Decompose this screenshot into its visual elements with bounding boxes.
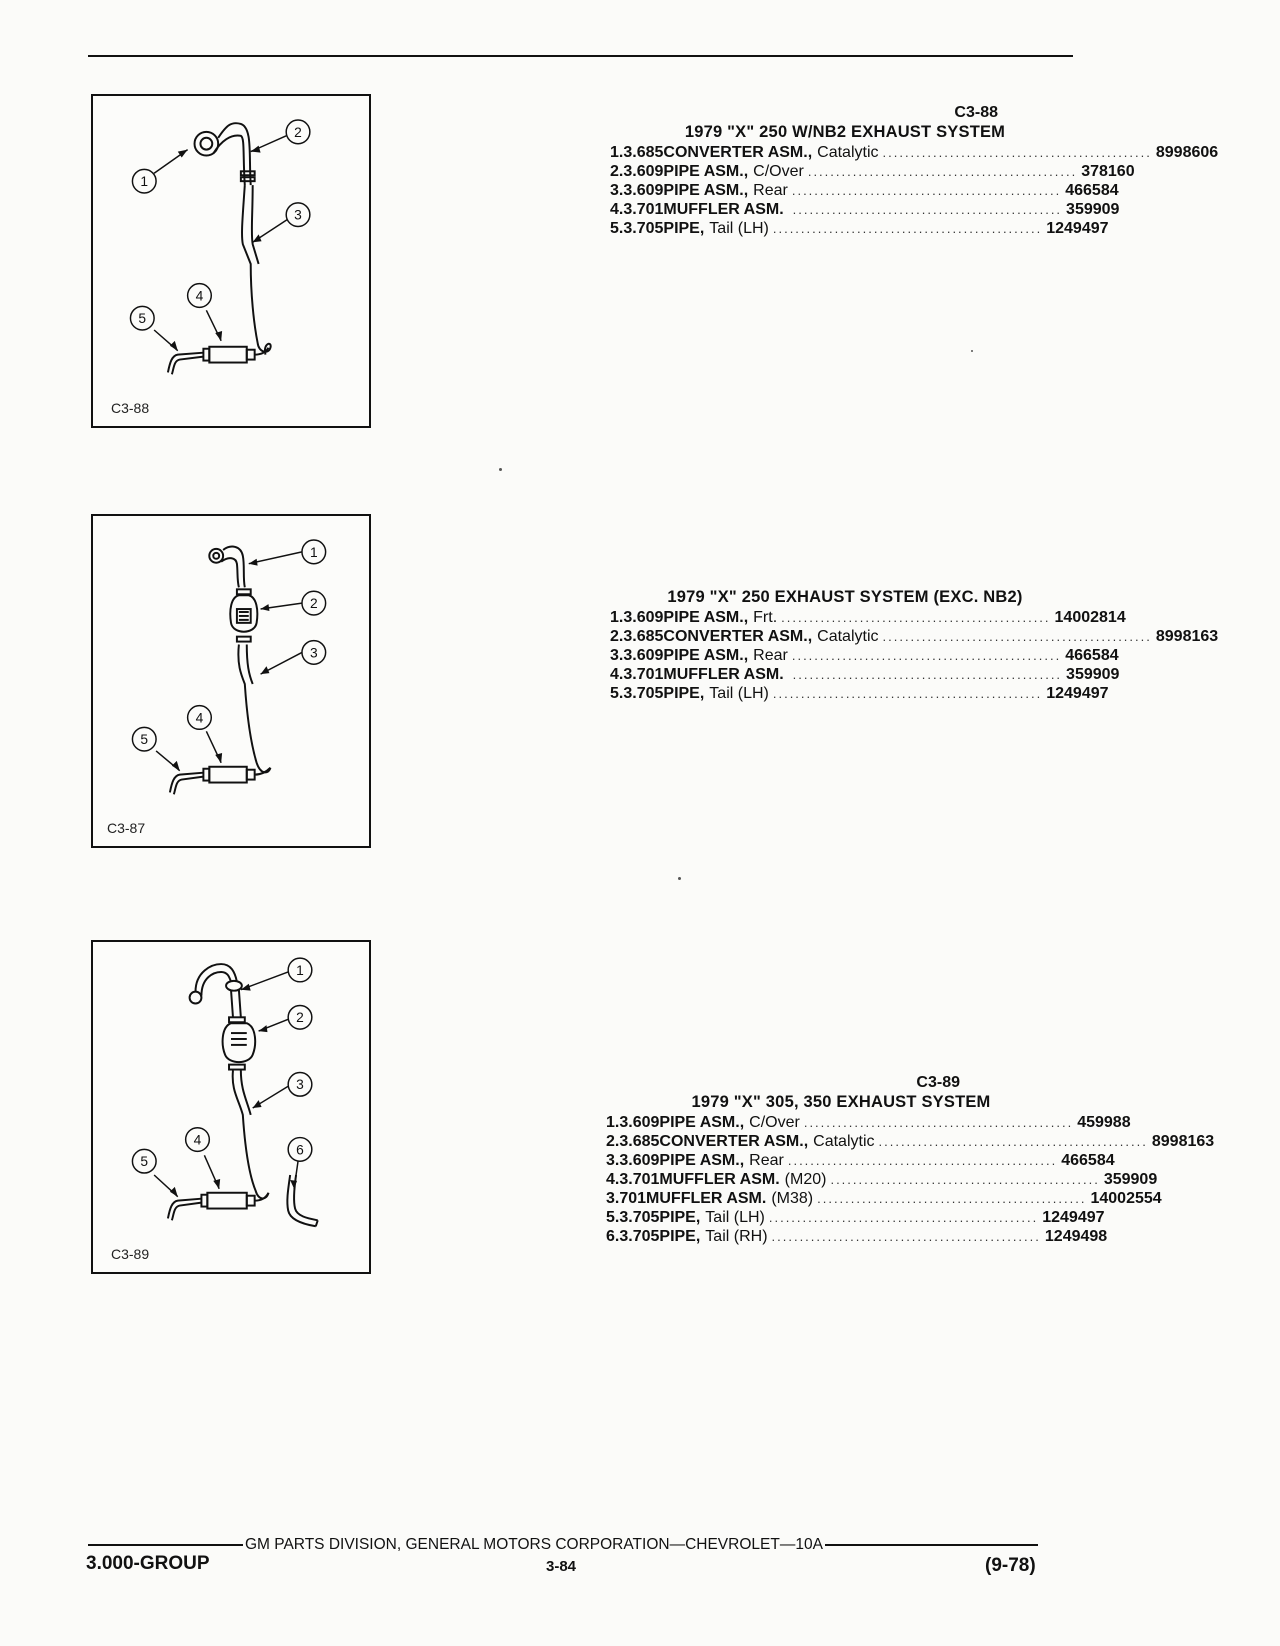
footer-page-number: 3-84 <box>546 1558 577 1575</box>
part-number: 459988 <box>1077 1114 1131 1131</box>
part-name: PIPE ASM., <box>663 163 749 180</box>
part-row <box>606 1190 1162 1209</box>
callout-2: 2 <box>296 1010 304 1026</box>
callout-1: 1 <box>140 174 149 190</box>
part-row <box>610 628 1219 647</box>
dot-leader: ................................................ <box>781 610 1051 625</box>
item-number: 2. <box>610 628 624 645</box>
item-number: 6. <box>606 1228 620 1245</box>
group-number: 3.701 <box>623 201 664 218</box>
part-qualifier: Tail (LH) <box>705 1209 765 1226</box>
part-name: PIPE, <box>659 1209 701 1226</box>
exhaust-diagram-exc-nb2 <box>93 516 369 846</box>
dot-leader: ................................................ <box>882 629 1152 644</box>
footer-date: (9-78) <box>985 1555 1036 1576</box>
group-number: 3.685 <box>623 628 664 645</box>
part-qualifier: Rear <box>753 647 788 664</box>
part-row <box>606 1228 1108 1247</box>
part-row <box>610 609 1126 628</box>
group-number: 3.609 <box>623 647 664 664</box>
scan-speck <box>678 877 681 880</box>
section-code: C3-88 <box>954 104 998 121</box>
parts-section-c3-88 <box>610 104 1219 239</box>
part-row <box>610 666 1120 685</box>
callout-4: 4 <box>193 1132 202 1148</box>
callout-1: 1 <box>309 544 318 560</box>
part-row <box>610 163 1135 182</box>
callout-3: 3 <box>296 1077 304 1093</box>
item-number: 1. <box>610 144 624 161</box>
item-number: 2. <box>610 163 624 180</box>
figure-label: C3-87 <box>107 820 146 836</box>
item-number: 1. <box>610 609 624 626</box>
figure-c3-89 <box>91 940 371 1274</box>
section-title: 1979 "X" 250 EXHAUST SYSTEM (EXC. NB2) <box>667 588 1023 606</box>
parts-list <box>610 609 1219 704</box>
group-number: 3.701 <box>606 1190 647 1207</box>
top-rule <box>88 55 1073 57</box>
parts-list <box>610 144 1219 239</box>
dot-leader: ................................................ <box>771 1229 1041 1244</box>
part-number: 8998163 <box>1151 1133 1215 1150</box>
callout-4: 4 <box>195 288 204 304</box>
parts-section-c3-87 <box>610 588 1219 704</box>
footer-division-line <box>88 1536 1038 1554</box>
callout-2: 2 <box>294 124 302 140</box>
figure-label: C3-88 <box>111 400 150 416</box>
footer-division: GM PARTS DIVISION, GENERAL MOTORS CORPORATION—CHEVROLET—10A <box>245 1536 823 1553</box>
group-number: 3.705 <box>619 1209 660 1226</box>
group-number: 3.705 <box>619 1228 660 1245</box>
dot-leader: ................................................ <box>882 145 1152 160</box>
part-name: MUFFLER ASM. <box>663 201 784 218</box>
part-name: PIPE, <box>659 1228 701 1245</box>
item-number: 5. <box>610 685 624 702</box>
part-row <box>610 647 1119 666</box>
scan-speck <box>499 468 502 471</box>
dot-leader: ................................................ <box>791 648 1062 663</box>
part-number: 14002814 <box>1054 609 1126 626</box>
part-number: 359909 <box>1066 201 1120 218</box>
callout-1: 1 <box>296 962 304 978</box>
part-number: 8998606 <box>1155 144 1219 161</box>
dot-leader: ................................................ <box>792 667 1063 682</box>
group-number: 3.609 <box>623 182 664 199</box>
part-number: 8998163 <box>1155 628 1219 645</box>
part-row <box>610 144 1219 163</box>
footer-rule-left <box>88 1544 243 1546</box>
group-number: 3.705 <box>623 685 664 702</box>
group-number: 3.701 <box>619 1171 660 1188</box>
part-qualifier: Rear <box>749 1152 784 1169</box>
item-number: 1. <box>606 1114 620 1131</box>
part-name: PIPE ASM., <box>663 182 749 199</box>
callout-4: 4 <box>195 710 204 726</box>
group-number: 3.705 <box>623 220 664 237</box>
item-number: 3. <box>610 182 624 199</box>
part-qualifier: Catalytic <box>817 628 879 645</box>
callout-2: 2 <box>309 596 318 612</box>
part-number: 359909 <box>1066 666 1120 683</box>
group-number: 3.685 <box>619 1133 660 1150</box>
item-number: 5. <box>606 1209 620 1226</box>
dot-leader: ................................................ <box>792 202 1063 217</box>
callout-3: 3 <box>294 207 302 223</box>
part-qualifier: Catalytic <box>817 144 879 161</box>
part-number: 1249497 <box>1042 1209 1105 1226</box>
part-number: 1249497 <box>1046 685 1109 702</box>
group-number: 3.609 <box>619 1114 660 1131</box>
dot-leader: ................................................ <box>817 1191 1087 1206</box>
part-row <box>610 220 1109 239</box>
figure-c3-87 <box>91 514 371 848</box>
item-number: 2. <box>606 1133 620 1150</box>
dot-leader: ................................................ <box>878 1134 1148 1149</box>
dot-leader: ................................................ <box>768 1210 1039 1225</box>
item-number: 4. <box>606 1171 620 1188</box>
section-title: 1979 "X" 250 W/NB2 EXHAUST SYSTEM <box>684 123 1006 141</box>
dot-leader: ................................................ <box>791 183 1062 198</box>
part-row <box>610 201 1120 220</box>
group-number: 3.609 <box>623 163 664 180</box>
group-number: 3.685 <box>623 144 664 161</box>
part-qualifier: Frt. <box>753 609 778 626</box>
part-number: 378160 <box>1081 163 1135 180</box>
part-name: MUFFLER ASM. <box>663 666 784 683</box>
exhaust-diagram-305-350 <box>93 942 369 1272</box>
group-number: 3.701 <box>623 666 664 683</box>
dot-leader: ................................................ <box>772 686 1043 701</box>
part-name: CONVERTER ASM., <box>659 1133 809 1150</box>
group-number: 3.609 <box>623 609 664 626</box>
part-qualifier: Tail (RH) <box>705 1228 768 1245</box>
part-row <box>610 182 1119 201</box>
part-number: 14002554 <box>1090 1190 1162 1207</box>
part-name: CONVERTER ASM., <box>663 144 813 161</box>
group-number: 3.609 <box>619 1152 660 1169</box>
part-number: 466584 <box>1065 182 1119 199</box>
item-number: 3. <box>606 1152 620 1169</box>
item-number: 4. <box>610 201 624 218</box>
part-number: 1249498 <box>1044 1228 1108 1245</box>
part-number: 466584 <box>1065 647 1119 664</box>
exhaust-diagram-nb2 <box>93 96 369 426</box>
item-number: 4. <box>610 666 624 683</box>
part-name: PIPE, <box>663 220 705 237</box>
part-number: 359909 <box>1103 1171 1158 1188</box>
part-number: 466584 <box>1061 1152 1115 1169</box>
part-qualifier: Catalytic <box>813 1133 875 1150</box>
item-number: 3. <box>610 647 624 664</box>
dot-leader: ................................................ <box>803 1115 1074 1130</box>
callout-6: 6 <box>296 1142 304 1158</box>
part-number: 1249497 <box>1046 220 1109 237</box>
parts-list <box>606 1114 1215 1247</box>
dot-leader: ................................................ <box>807 164 1078 179</box>
dot-leader: ................................................ <box>830 1172 1100 1187</box>
parts-section-c3-89 <box>606 1074 1215 1247</box>
callout-3: 3 <box>309 645 318 661</box>
footer-rule-right <box>825 1544 1038 1546</box>
part-name: PIPE ASM., <box>659 1114 745 1131</box>
part-name: MUFFLER ASM. <box>659 1171 780 1188</box>
footer-group: 3.000-GROUP <box>86 1553 210 1574</box>
part-name: PIPE ASM., <box>659 1152 745 1169</box>
part-row <box>606 1171 1158 1190</box>
part-row <box>606 1133 1215 1152</box>
scan-speck <box>971 350 973 352</box>
part-qualifier: C/Over <box>749 1114 800 1131</box>
part-name: PIPE ASM., <box>663 609 749 626</box>
part-qualifier: Rear <box>753 182 788 199</box>
part-name: PIPE ASM., <box>663 647 749 664</box>
part-name: PIPE, <box>663 685 705 702</box>
section-title: 1979 "X" 305, 350 EXHAUST SYSTEM <box>691 1093 991 1111</box>
part-qualifier: Tail (LH) <box>709 685 769 702</box>
callout-5: 5 <box>140 1154 149 1170</box>
part-row <box>606 1152 1115 1171</box>
dot-leader: ................................................ <box>787 1153 1058 1168</box>
part-row <box>606 1209 1105 1228</box>
callout-5: 5 <box>140 732 149 748</box>
part-name: CONVERTER ASM., <box>663 628 813 645</box>
part-qualifier: C/Over <box>753 163 804 180</box>
figure-c3-88 <box>91 94 371 428</box>
part-row <box>606 1114 1131 1133</box>
callout-5: 5 <box>138 311 147 327</box>
part-name: MUFFLER ASM. <box>646 1190 767 1207</box>
figure-label: C3-89 <box>111 1246 150 1262</box>
part-qualifier: (M20) <box>784 1171 827 1188</box>
part-row <box>610 685 1109 704</box>
part-qualifier: Tail (LH) <box>709 220 769 237</box>
item-number: 5. <box>610 220 624 237</box>
dot-leader: ................................................ <box>772 221 1043 236</box>
section-code: C3-89 <box>916 1074 960 1091</box>
part-qualifier: (M38) <box>771 1190 814 1207</box>
